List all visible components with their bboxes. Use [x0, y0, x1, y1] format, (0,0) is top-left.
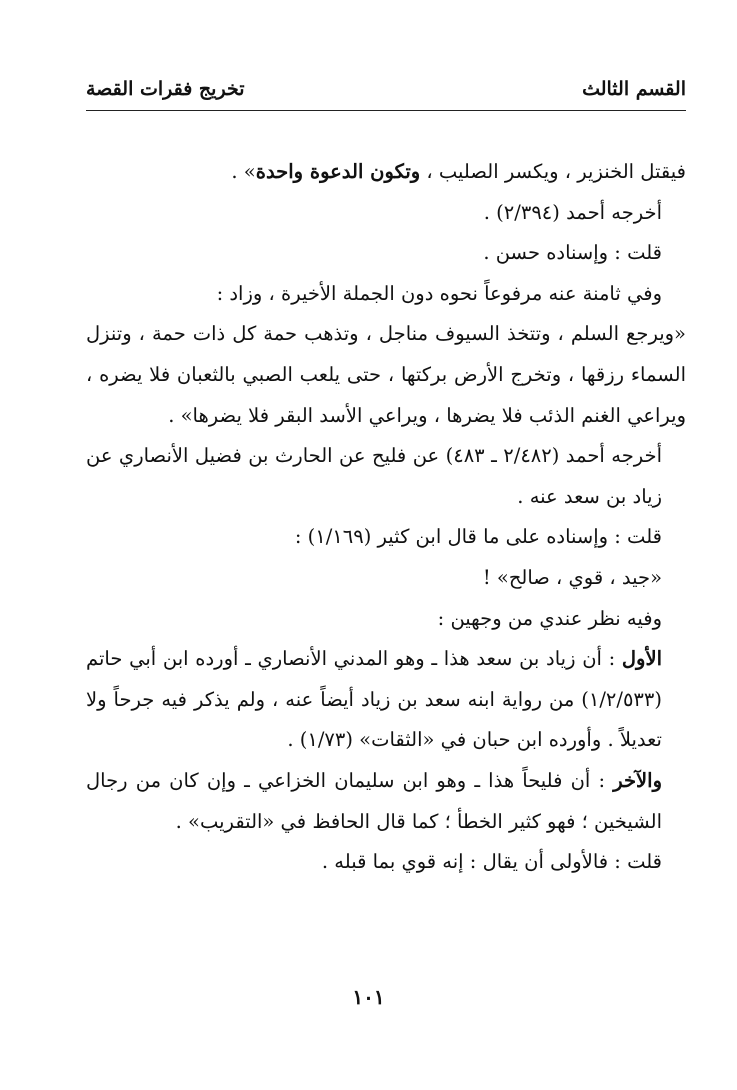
running-header: [86, 72, 686, 106]
chapter-title: تخريج فقرات القصة: [86, 78, 245, 100]
paragraph-10-lead: الأول: [621, 647, 662, 671]
paragraph-7: قلت : وإسناده على ما قال ابن كثير (١/١٦٩) :: [294, 525, 662, 549]
paragraph-11-lead: والآخر: [613, 768, 662, 792]
paragraph-1-end: » .: [231, 160, 256, 183]
paragraph-1-bold: وتكون الدعوة واحدة: [255, 160, 421, 183]
paragraph-11-text: : أن فليحاً هذا ـ وهو ابن سليمان الخزاعي ـ وإن كان من رجال الشيخين ؛ فهو كثير الخطأ ؛ كما قال الحافظ في «التقريب» .: [86, 768, 662, 833]
page-number: ١٠١: [352, 985, 385, 1009]
paragraph-5: «ويرجع السلم ، وتتخذ السيوف مناجل ، وتذهب حمة كل ذات حمة ، وتنزل السماء رزقها ، وتخرج الأرض بركتها ، حتى يلعب الصبي بالثعبان فلا يضره ، ويراعي الغنم الذئب فلا يضرها ، ويراعي الأسد البقر فلا يضرها» .: [86, 322, 686, 427]
header-divider: [86, 110, 686, 111]
paragraph-1-start: فيقتل الخنزير ، ويكسر الصليب ،: [420, 160, 686, 183]
paragraph-11: [86, 761, 686, 842]
paragraph-10: [86, 639, 686, 761]
paragraph-2: أخرجه أحمد (٢/٣٩٤) .: [483, 200, 662, 224]
paragraph-6: أخرجه أحمد (٢/٤٨٢ ـ ٤٨٣) عن فليح عن الحارث بن فضيل الأنصاري عن زياد بن سعد عنه .: [86, 444, 662, 508]
paragraph-12: قلت : فالأولى أن يقال : إنه قوي بما قبله .: [321, 850, 662, 874]
paragraph-1: [86, 152, 686, 193]
section-title: القسم الثالث: [582, 78, 686, 100]
paragraph-8: «جيد ، قوي ، صالح» !: [482, 565, 662, 589]
paragraph-3: قلت : وإسناده حسن .: [483, 241, 662, 265]
paragraph-4: وفي ثامنة عنه مرفوعاً نحوه دون الجملة الأخيرة ، وزاد :: [216, 281, 662, 305]
body-text: [86, 152, 686, 883]
paragraph-9: وفيه نظر عندي من وجهين :: [437, 606, 662, 630]
paragraph-10-text: : أن زياد بن سعد هذا ـ وهو المدني الأنصاري ـ أورده ابن أبي حاتم (١/٢/٥٣٣) من رواية ابنه سعد بن زياد أيضاً عنه ، ولم يذكر فيه جرحاً ولا تعديلاً . وأورده ابن حبان في «الثقات» (١/٧٣) .: [86, 647, 662, 752]
